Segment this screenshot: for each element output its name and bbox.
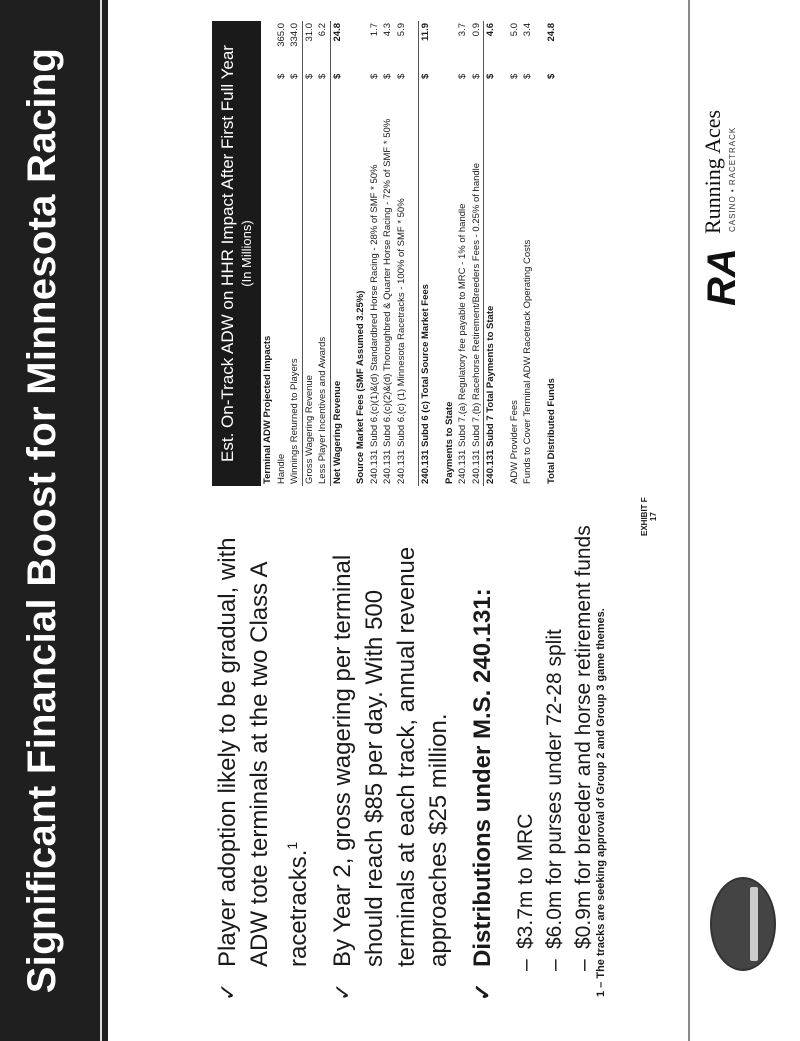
spacer-row: [535, 21, 545, 486]
cell-dollar: $: [419, 63, 433, 81]
bullet-distributions-text: Distributions under M.S. 240.131:: [469, 588, 496, 967]
cell-label: Handle: [275, 453, 287, 484]
brand-name: Running Aces: [700, 109, 725, 234]
table-row: [419, 21, 433, 486]
cell-value: 24.8: [330, 21, 344, 63]
cell-value: 3.4: [522, 23, 534, 37]
cell-dollar: $: [368, 73, 380, 79]
cell-value: [354, 21, 368, 63]
sub-bullet-text: $3.7m to MRC: [514, 813, 537, 949]
table-row: [354, 21, 368, 486]
footnote-ref: 1: [284, 841, 300, 850]
racing-commission-seal-icon: [710, 877, 776, 971]
table-row: [381, 21, 395, 486]
cell-value: [443, 21, 457, 63]
table-row: [456, 21, 470, 486]
cell-value: 5.9: [395, 23, 407, 37]
cell-dollar: $: [522, 73, 534, 79]
cell-dollar: $: [317, 73, 329, 79]
cell-dollar: [354, 63, 368, 81]
cell-value: [261, 21, 275, 63]
cell-label: 240.131 Subd 6.(c) (1) Minnesota Racetracks - 100% of SMF * 50%: [395, 198, 407, 484]
bullet-wagering-text: By Year 2, gross wagering per terminal should reach $85 per day. With 500 terminals at each track, annual revenue approaches $25 million.: [329, 546, 452, 967]
cell-value: 0.9: [470, 23, 482, 37]
slide-title: Significant Financial Boost for Minnesota Racing: [20, 47, 64, 994]
cell-value: 24.8: [545, 23, 557, 42]
cell-label: Winnings Returned to Players: [289, 358, 301, 484]
cell-label: Source Market Fees (SMF Assumed 3.25%): [355, 290, 367, 484]
title-underline: [100, 0, 102, 1041]
cell-value: 5.0: [508, 23, 520, 37]
exhibit-text: EXHIBIT F: [640, 497, 649, 536]
cell-value: 1.7: [368, 23, 380, 37]
cell-dollar: $: [508, 73, 520, 79]
cell-dollar: $: [382, 73, 394, 79]
cell-value: 4.3: [382, 23, 394, 37]
table-row: [443, 21, 457, 486]
exhibit-label: [640, 497, 658, 536]
cell-label: 240.131 Subd 6.(c)(1)&(d) Standardbred Horse Racing - 28% of SMF * 50%: [368, 164, 380, 484]
bullet-list: [212, 511, 598, 1001]
cell-dollar: $: [484, 63, 498, 81]
cell-dollar: [261, 63, 275, 81]
cell-value: 6.2: [317, 23, 329, 37]
cell-label: Gross Wagering Revenue: [302, 81, 316, 486]
cell-dollar: $: [302, 63, 316, 81]
brand-tagline: CASINO • RACETRACK: [728, 126, 737, 232]
cell-label: 240.131 Subd 6 (c) Total Source Market Fees: [419, 81, 433, 486]
table-row: [275, 21, 289, 486]
cell-value: 3.7: [457, 23, 469, 37]
sub-bullet-breeder: – $0.9m for breeder and horse retirement funds: [572, 525, 595, 971]
footnote: 1 – The tracks are seeking approval of Group 2 and Group 3 game themes.: [595, 608, 607, 997]
cell-dollar: $: [545, 73, 557, 79]
cell-label: Net Wagering Revenue: [330, 81, 344, 486]
cell-label: Terminal ADW Projected Impacts: [262, 335, 274, 484]
cell-label: 240.131 Subd 7.(b) Racehorse Retirement/Breeders Fees - 0.25% of handle: [470, 162, 482, 484]
ra-logo-mark-icon: RA: [700, 248, 744, 306]
cell-value: 31.0: [302, 21, 316, 63]
cell-value: 365.0: [275, 23, 287, 47]
spacer-row: [344, 21, 354, 486]
impact-table: [261, 21, 558, 486]
cell-dollar: [443, 63, 457, 81]
cell-dollar: $: [289, 73, 301, 79]
table-title: Est. On-Track ADW on HHR Impact After First Full Year: [218, 45, 237, 462]
cell-label: ADW Provider Fees: [508, 400, 520, 484]
table-row: [330, 21, 344, 486]
table-row: [508, 21, 522, 486]
cell-label: Total Distributed Funds: [545, 378, 557, 484]
sub-bullet-mrc: – $3.7m to MRC: [514, 813, 537, 971]
cell-value: 11.9: [419, 21, 433, 63]
table-row: [484, 21, 498, 486]
impact-table-panel: [212, 21, 558, 486]
bullet-distributions: [467, 511, 499, 1001]
bullet-adoption-text: Player adoption likely to be gradual, with ADW tote terminals at the two Class A racetracks.: [214, 537, 312, 967]
exhibit-number: 17: [649, 512, 658, 522]
table-row: [395, 21, 409, 486]
cell-label: Payments to State: [443, 401, 455, 484]
table-row: [302, 21, 316, 486]
cell-label: 240.131 Subd 7 Total Payments to State: [484, 81, 498, 486]
table-row: [316, 21, 330, 486]
spacer-row: [408, 21, 419, 486]
sub-bullet-text: $6.0m for purses under 72-28 split: [543, 629, 566, 949]
table-row: [545, 21, 559, 486]
cell-dollar: $: [275, 73, 287, 79]
spacer-row: [433, 21, 443, 486]
checkmark-icon: ✓: [470, 982, 495, 1001]
cell-value: 334.0: [289, 23, 301, 47]
bullet-adoption: [212, 511, 315, 1001]
table-row: [470, 21, 484, 486]
table-subtitle: (In Millions): [239, 220, 254, 287]
checkmark-icon: ✓: [215, 982, 240, 1001]
table-row: [521, 21, 535, 486]
cell-label: Less Player Incentives and Awards: [317, 336, 329, 484]
table-row: [288, 21, 302, 486]
sub-bullet-text: $0.9m for breeder and horse retirement funds: [572, 525, 595, 949]
checkmark-icon: ✓: [330, 982, 355, 1001]
title-bar: [0, 0, 108, 1041]
cell-label: Funds to Cover Terminal ADW Racetrack Operating Costs: [522, 239, 534, 484]
table-row: [368, 21, 382, 486]
cell-value: 4.6: [484, 21, 498, 63]
sub-bullet-purses: – $6.0m for purses under 72-28 split: [543, 629, 566, 971]
cell-dollar: $: [470, 73, 482, 79]
bullet-wagering: [327, 511, 455, 1001]
cell-dollar: $: [457, 73, 469, 79]
table-header: [212, 21, 261, 486]
cell-dollar: $: [330, 63, 344, 81]
spacer-row: [498, 21, 508, 486]
cell-label: 240.131 Subd 6.(c)(2)&(d) Thoroughbred & Quarter Horse Racing - 72% of SMF * 50%: [382, 118, 394, 484]
table-row: [261, 21, 275, 486]
cell-dollar: $: [395, 73, 407, 79]
cell-label: 240.131 Subd 7.(a) Regulatory fee payable to MRC - 1% of handle: [457, 203, 469, 484]
running-aces-logo: [690, 56, 760, 306]
